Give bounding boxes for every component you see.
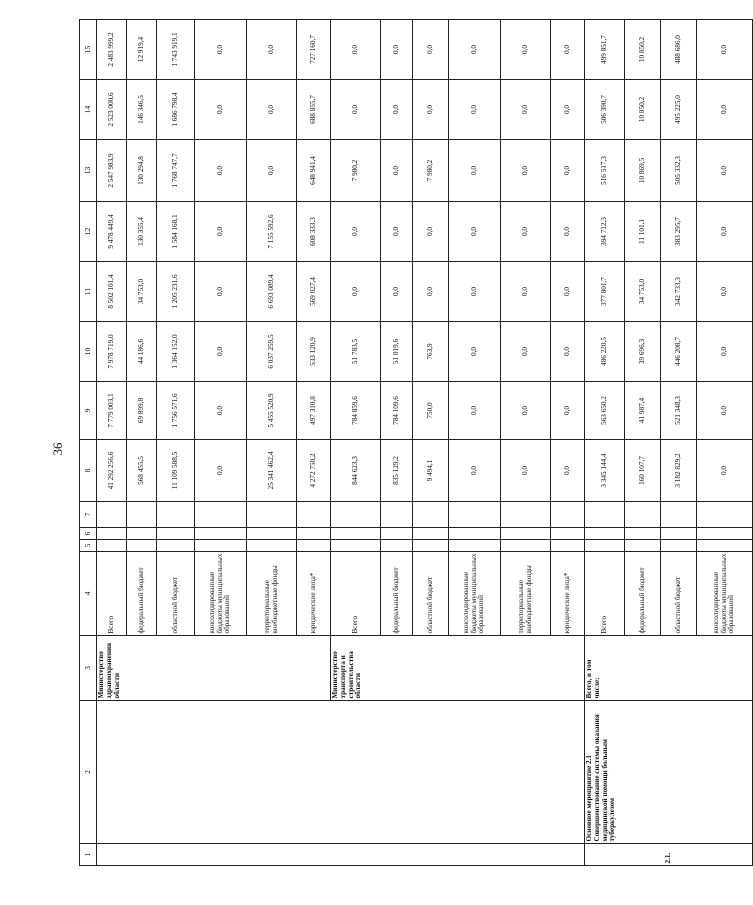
- amount-cell: 505 332,3: [661, 140, 697, 202]
- amount-cell: 7 779 003,1: [97, 382, 127, 440]
- amount-cell: 0,0: [331, 262, 381, 322]
- code-cell: [97, 540, 127, 552]
- amount-cell: 0,0: [195, 202, 247, 262]
- funding-source-cell: юридические лица*: [297, 552, 331, 636]
- code-cell: [697, 502, 753, 528]
- funding-source-cell: юридические лица*: [551, 552, 585, 636]
- amount-cell: 569 027,4: [297, 262, 331, 322]
- event-name-cell: [97, 701, 585, 844]
- code-cell: [551, 502, 585, 528]
- funding-source-cell: федеральный бюджет: [625, 552, 661, 636]
- code-cell: [625, 502, 661, 528]
- code-cell: [381, 540, 413, 552]
- amount-cell: 39 696,3: [625, 322, 661, 382]
- amount-cell: 5 455 520,9: [247, 382, 297, 440]
- code-cell: [413, 502, 449, 528]
- amount-cell: 0,0: [551, 440, 585, 502]
- amount-cell: 521 348,3: [661, 382, 697, 440]
- amount-cell: 0,0: [551, 202, 585, 262]
- amount-cell: 160 107,7: [625, 440, 661, 502]
- amount-cell: 0,0: [247, 80, 297, 140]
- code-cell: [625, 540, 661, 552]
- amount-cell: 835 129,2: [381, 440, 413, 502]
- code-cell: [157, 502, 195, 528]
- amount-cell: 1 686 798,4: [157, 80, 195, 140]
- amount-cell: 69 899,8: [127, 382, 157, 440]
- amount-cell: 0,0: [551, 80, 585, 140]
- amount-cell: 6 037 259,5: [247, 322, 297, 382]
- amount-cell: 0,0: [381, 140, 413, 202]
- code-cell: [661, 502, 697, 528]
- code-cell: [195, 540, 247, 552]
- funding-source-cell: территориальные внебюджетные фонды: [501, 552, 551, 636]
- amount-cell: 41 987,4: [625, 382, 661, 440]
- amount-cell: 8 502 101,4: [97, 262, 127, 322]
- code-cell: [661, 540, 697, 552]
- amount-cell: 3 182 829,2: [661, 440, 697, 502]
- amount-cell: 0,0: [449, 20, 501, 80]
- amount-cell: 784 859,6: [331, 382, 381, 440]
- table-body: [80, 20, 753, 866]
- amount-cell: 10 869,5: [625, 140, 661, 202]
- code-cell: [501, 528, 551, 540]
- header-cell: 12: [80, 202, 97, 262]
- amount-cell: 763,9: [413, 322, 449, 382]
- amount-cell: 0,0: [697, 440, 753, 502]
- amount-cell: 0,0: [449, 382, 501, 440]
- responsible-org-cell: Министерство транспорта и строительства области: [331, 636, 585, 701]
- code-cell: [413, 528, 449, 540]
- amount-cell: 0,0: [551, 382, 585, 440]
- funding-source-cell: Всего: [331, 552, 381, 636]
- amount-cell: 488 686,0: [661, 20, 697, 80]
- amount-cell: 3 345 144,4: [585, 440, 625, 502]
- amount-cell: 34 753,0: [127, 262, 157, 322]
- amount-cell: 0,0: [449, 140, 501, 202]
- amount-cell: 727 160,7: [297, 20, 331, 80]
- code-cell: [195, 528, 247, 540]
- amount-cell: 41 292 256,6: [97, 440, 127, 502]
- funding-source-cell: областной бюджет: [157, 552, 195, 636]
- code-cell: [501, 540, 551, 552]
- budget-table: [79, 19, 753, 866]
- amount-cell: 0,0: [551, 20, 585, 80]
- amount-cell: 0,0: [697, 262, 753, 322]
- amount-cell: 0,0: [247, 140, 297, 202]
- amount-cell: 12 919,4: [127, 20, 157, 80]
- amount-cell: 0,0: [413, 80, 449, 140]
- code-cell: [449, 540, 501, 552]
- code-cell: [697, 528, 753, 540]
- amount-cell: 7 155 592,6: [247, 202, 297, 262]
- amount-cell: 0,0: [697, 322, 753, 382]
- code-cell: [381, 528, 413, 540]
- rotated-table-wrapper: [79, 20, 736, 866]
- header-cell: 7: [80, 502, 97, 528]
- amount-cell: 486 220,5: [585, 322, 625, 382]
- amount-cell: 0,0: [501, 140, 551, 202]
- code-cell: [127, 528, 157, 540]
- code-cell: [331, 528, 381, 540]
- header-cell: 11: [80, 262, 97, 322]
- amount-cell: 0,0: [195, 382, 247, 440]
- code-cell: [661, 528, 697, 540]
- amount-cell: 0,0: [697, 80, 753, 140]
- code-cell: [331, 502, 381, 528]
- amount-cell: 0,0: [501, 322, 551, 382]
- header-cell: 4: [80, 552, 97, 636]
- amount-cell: 0,0: [195, 20, 247, 80]
- header-cell: 3: [80, 636, 97, 701]
- amount-cell: 688 855,7: [297, 80, 331, 140]
- code-cell: [157, 540, 195, 552]
- amount-cell: 2 523 000,6: [97, 80, 127, 140]
- amount-cell: 0,0: [501, 440, 551, 502]
- header-cell: 1: [80, 844, 97, 866]
- amount-cell: 11 101,1: [625, 202, 661, 262]
- code-cell: [247, 540, 297, 552]
- amount-cell: 0,0: [413, 202, 449, 262]
- funding-source-cell: федеральный бюджет: [381, 552, 413, 636]
- code-cell: [297, 502, 331, 528]
- code-cell: [331, 540, 381, 552]
- amount-cell: 0,0: [381, 262, 413, 322]
- amount-cell: 25 341 462,4: [247, 440, 297, 502]
- funding-source-cell: областной бюджет: [661, 552, 697, 636]
- amount-cell: 0,0: [551, 140, 585, 202]
- amount-cell: 1 756 571,6: [157, 382, 195, 440]
- code-cell: [449, 502, 501, 528]
- code-cell: [247, 528, 297, 540]
- header-cell: 2: [80, 701, 97, 844]
- header-row: [80, 20, 97, 866]
- amount-cell: 11 109 588,5: [157, 440, 195, 502]
- amount-cell: 0,0: [449, 80, 501, 140]
- code-cell: [585, 528, 625, 540]
- amount-cell: 0,0: [697, 140, 753, 202]
- header-cell: 8: [80, 440, 97, 502]
- table-row: [97, 20, 127, 866]
- code-cell: [381, 502, 413, 528]
- amount-cell: 130 294,8: [127, 140, 157, 202]
- code-cell: [157, 528, 195, 540]
- code-cell: [195, 502, 247, 528]
- amount-cell: 9 494,1: [413, 440, 449, 502]
- amount-cell: 0,0: [331, 202, 381, 262]
- amount-cell: 7 980,2: [331, 140, 381, 202]
- header-cell: 13: [80, 140, 97, 202]
- code-cell: [247, 502, 297, 528]
- responsible-org-cell: Министерство здравоохранения области: [97, 636, 331, 701]
- amount-cell: 0,0: [449, 202, 501, 262]
- amount-cell: 533 120,9: [297, 322, 331, 382]
- item-number-cell: [97, 844, 585, 866]
- code-cell: [697, 540, 753, 552]
- amount-cell: 516 517,3: [585, 140, 625, 202]
- amount-cell: 1 205 231,6: [157, 262, 195, 322]
- amount-cell: 499 851,7: [585, 20, 625, 80]
- amount-cell: 6 693 089,4: [247, 262, 297, 322]
- amount-cell: 0,0: [413, 262, 449, 322]
- amount-cell: 0,0: [195, 440, 247, 502]
- amount-cell: 563 650,2: [585, 382, 625, 440]
- code-cell: [413, 540, 449, 552]
- code-cell: [501, 502, 551, 528]
- amount-cell: 1 364 152,0: [157, 322, 195, 382]
- amount-cell: 446 208,7: [661, 322, 697, 382]
- amount-cell: 608 333,3: [297, 202, 331, 262]
- amount-cell: 0,0: [195, 140, 247, 202]
- header-cell: 9: [80, 382, 97, 440]
- amount-cell: 0,0: [195, 322, 247, 382]
- amount-cell: 130 355,4: [127, 202, 157, 262]
- amount-cell: 648 941,4: [297, 140, 331, 202]
- amount-cell: 51 019,6: [381, 322, 413, 382]
- header-cell: 10: [80, 322, 97, 382]
- amount-cell: 2 483 999,2: [97, 20, 127, 80]
- code-cell: [297, 540, 331, 552]
- amount-cell: 10 850,2: [625, 20, 661, 80]
- amount-cell: 495 225,0: [661, 80, 697, 140]
- code-cell: [625, 528, 661, 540]
- code-cell: [585, 502, 625, 528]
- amount-cell: 1 584 168,1: [157, 202, 195, 262]
- amount-cell: 568 455,5: [127, 440, 157, 502]
- amount-cell: 0,0: [501, 202, 551, 262]
- amount-cell: 0,0: [247, 20, 297, 80]
- funding-source-cell: Всего: [585, 552, 625, 636]
- code-cell: [551, 528, 585, 540]
- header-cell: 5: [80, 540, 97, 552]
- item-number-cell: 2.1.: [585, 844, 753, 866]
- funding-source-cell: консолидированные бюджеты муниципальных образований: [449, 552, 501, 636]
- amount-cell: 0,0: [381, 80, 413, 140]
- amount-cell: 1 768 747,7: [157, 140, 195, 202]
- amount-cell: 0,0: [381, 202, 413, 262]
- funding-source-cell: консолидированные бюджеты муниципальных образований: [697, 552, 753, 636]
- code-cell: [127, 540, 157, 552]
- amount-cell: 0,0: [195, 262, 247, 322]
- code-cell: [551, 540, 585, 552]
- funding-source-cell: территориальные внебюджетные фонды: [247, 552, 297, 636]
- amount-cell: 34 753,0: [625, 262, 661, 322]
- amount-cell: 844 623,3: [331, 440, 381, 502]
- amount-cell: 0,0: [697, 202, 753, 262]
- amount-cell: 0,0: [551, 262, 585, 322]
- amount-cell: 0,0: [551, 322, 585, 382]
- amount-cell: 0,0: [697, 20, 753, 80]
- amount-cell: 0,0: [195, 80, 247, 140]
- amount-cell: 0,0: [331, 80, 381, 140]
- table-row: [585, 20, 625, 866]
- code-cell: [127, 502, 157, 528]
- amount-cell: 0,0: [501, 382, 551, 440]
- amount-cell: 750,0: [413, 382, 449, 440]
- amount-cell: 146 346,5: [127, 80, 157, 140]
- amount-cell: 9 478 449,4: [97, 202, 127, 262]
- amount-cell: 0,0: [449, 440, 501, 502]
- amount-cell: 0,0: [697, 382, 753, 440]
- amount-cell: 0,0: [449, 322, 501, 382]
- code-cell: [449, 528, 501, 540]
- amount-cell: 497 310,8: [297, 382, 331, 440]
- header-cell: 15: [80, 20, 97, 80]
- amount-cell: 7 980,2: [413, 140, 449, 202]
- amount-cell: 1 743 919,1: [157, 20, 195, 80]
- amount-cell: 383 295,7: [661, 202, 697, 262]
- amount-cell: 0,0: [381, 20, 413, 80]
- page-number: 36: [50, 442, 65, 456]
- amount-cell: 0,0: [449, 262, 501, 322]
- amount-cell: 2 547 983,9: [97, 140, 127, 202]
- amount-cell: 394 712,3: [585, 202, 625, 262]
- amount-cell: 0,0: [413, 20, 449, 80]
- amount-cell: 0,0: [331, 20, 381, 80]
- code-cell: [585, 540, 625, 552]
- amount-cell: 377 801,7: [585, 262, 625, 322]
- amount-cell: 7 978 719,0: [97, 322, 127, 382]
- amount-cell: 0,0: [501, 20, 551, 80]
- amount-cell: 51 783,5: [331, 322, 381, 382]
- code-cell: [297, 528, 331, 540]
- amount-cell: 342 733,3: [661, 262, 697, 322]
- amount-cell: 784 109,6: [381, 382, 413, 440]
- amount-cell: 10 850,2: [625, 80, 661, 140]
- funding-source-cell: Всего: [97, 552, 127, 636]
- header-cell: 14: [80, 80, 97, 140]
- code-cell: [97, 502, 127, 528]
- funding-source-cell: консолидированные бюджеты муниципальных образований: [195, 552, 247, 636]
- event-name-cell: Основное мероприятие 2.1 Совершенствование системы оказания медицинской помощи больным туберкулезом: [585, 701, 753, 844]
- amount-cell: 506 390,7: [585, 80, 625, 140]
- amount-cell: 0,0: [501, 262, 551, 322]
- funding-source-cell: федеральный бюджет: [127, 552, 157, 636]
- responsible-org-cell: Всего, в том числе:: [585, 636, 753, 701]
- amount-cell: 44 186,6: [127, 322, 157, 382]
- code-cell: [97, 528, 127, 540]
- amount-cell: 4 272 750,2: [297, 440, 331, 502]
- amount-cell: 0,0: [501, 80, 551, 140]
- funding-source-cell: областной бюджет: [413, 552, 449, 636]
- header-cell: 6: [80, 528, 97, 540]
